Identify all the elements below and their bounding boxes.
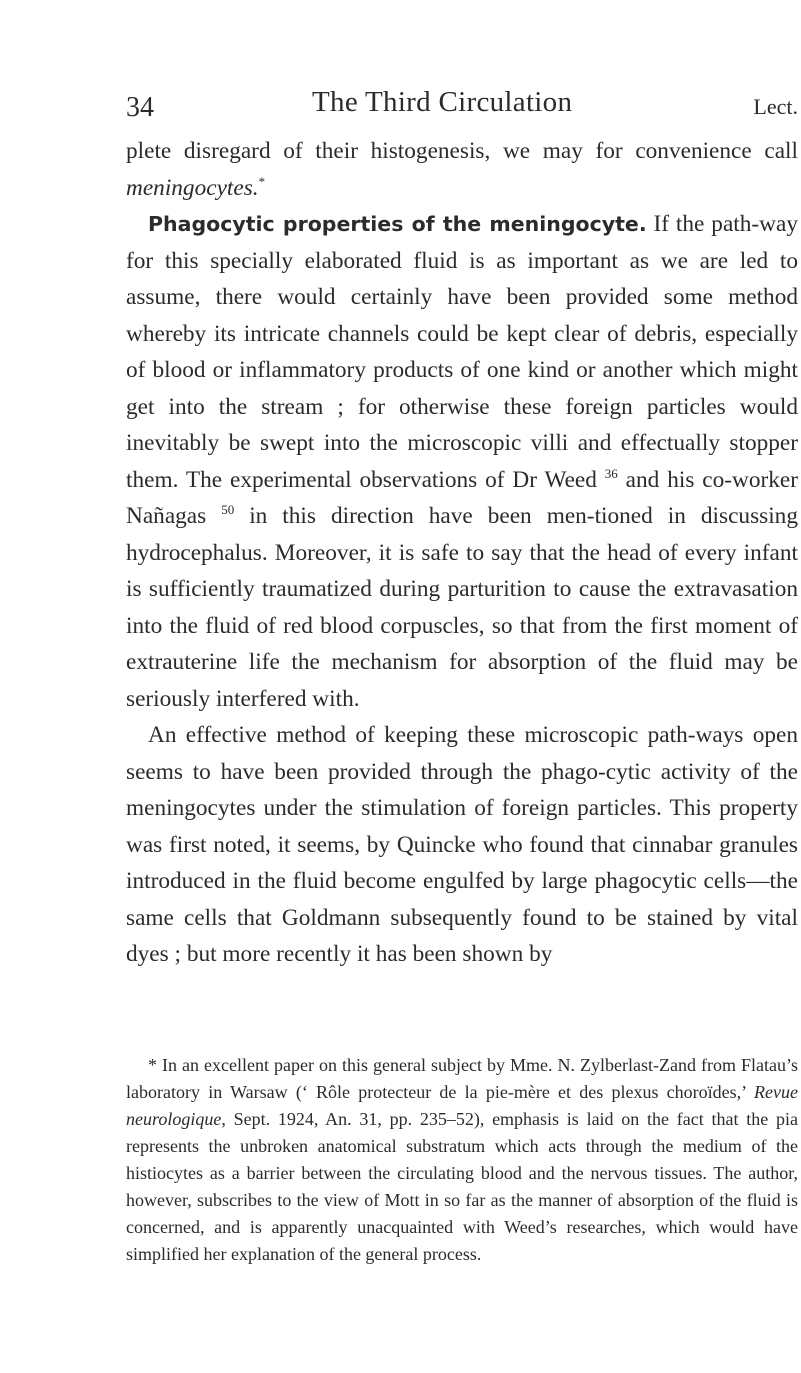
running-title: The Third Circulation: [312, 86, 573, 118]
body-text: [126, 133, 798, 973]
paragraph-2-text-a: If the path-way for this specially elaborated fluid is as important as we are led to assume, there would certainly have been provided some method whereby its intricate channels could be kept clear of debris, especially of blood or inflammatory products of one kind or another which might get into the stream ; for otherwise these foreign particles would inevitably be swept into the microscopic villi and effectually stopper them. The experimental observations of Dr Weed: [126, 211, 798, 493]
paragraph-1: [126, 133, 798, 206]
footnote-marker: *: [258, 173, 266, 189]
section-label: Lect.: [753, 94, 798, 119]
paragraph-3: An effective method of keeping these microscopic path-ways open seems to have been provided through the phago-cytic activity of the meningocytes under the stimulation of foreign particles. This property was first noted, it seems, by Quincke who found that cinnabar granules introduced in the fluid become engulfed by large phagocytic cells—the same cells that Goldmann subsequently found to be stained by vital dyes ; but more recently it has been shown by: [126, 722, 798, 967]
term-meningocytes: meningocytes.: [126, 174, 259, 201]
footnote-text-b: , Sept. 1924, An. 31, pp. 235–52), emphasis is laid on the fact that the pia represents the unbroken anatomical substratum which acts through the medium of the histiocytes as a barrier between the circulating blood and the nervous tissues. The author, however, subscribes to the view of Mott in so far as the manner of absorption of the fluid is concerned, and is apparently unacquainted with Weed’s researches, which would have simplified her explanation of the general process.: [126, 1109, 798, 1264]
section-heading: Phagocytic properties of the meningocyte.: [148, 212, 647, 236]
paragraph-2: [126, 206, 798, 717]
paragraph-1-text: plete disregard of their histogenesis, we may for convenience call: [126, 138, 798, 164]
footnote-text-a: In an excellent paper on this general subject by Mme. N. Zylberlast-Zand from Flatau’s laboratory in Warsaw (‘ Rôle protecteur de la pie-mère et des plexus choroïdes,’: [126, 1055, 798, 1102]
journal-title: Revue neurologique: [126, 1082, 798, 1129]
footnote-mark: *: [148, 1055, 157, 1075]
paragraph-2-text-b: and his co-worker Nañagas: [126, 466, 799, 529]
paragraph-2-text-c: in this direction have been men-tioned in discussing hydrocephalus. Moreover, it is safe to say that the head of every infant is sufficiently traumatized during parturition to cause the extravasation into the fluid of red blood corpuscles, so that from the first moment of extrauterine life the mechanism for absorption of the fluid may be seriously interfered with.: [126, 503, 798, 712]
reference-36: 36: [604, 465, 618, 481]
reference-50: 50: [221, 502, 235, 517]
page-number: 34: [126, 92, 154, 123]
page-header: [126, 86, 798, 126]
footnote: [126, 1052, 798, 1268]
